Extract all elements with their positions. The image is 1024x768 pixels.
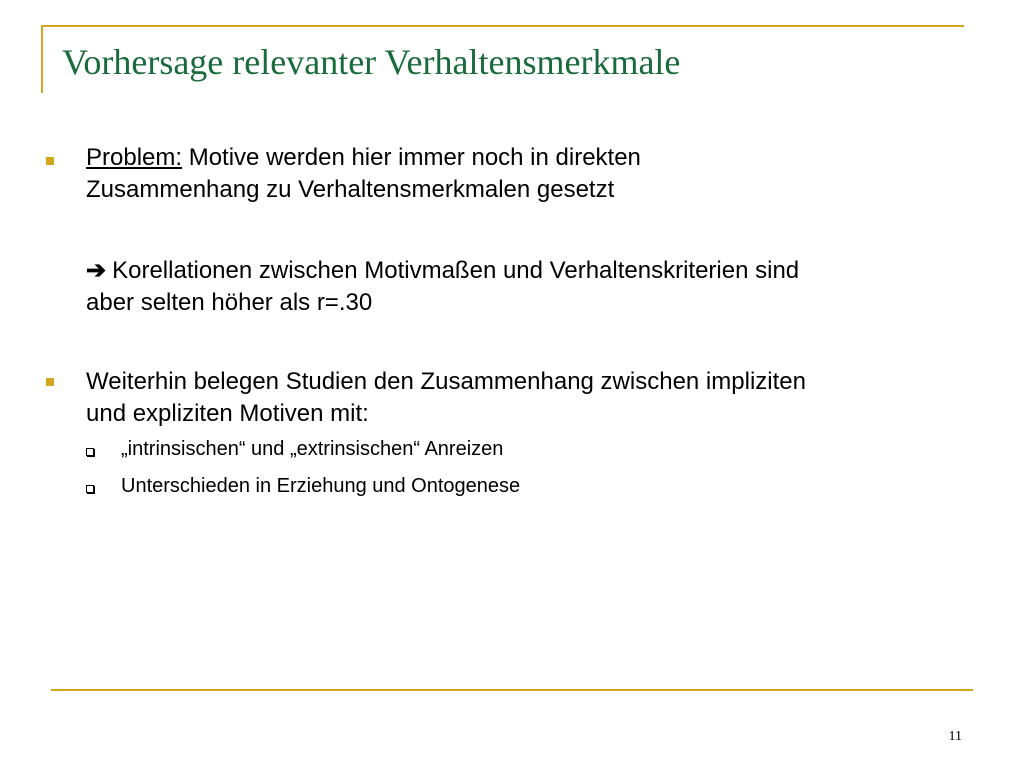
bullet-studies bbox=[86, 366, 806, 430]
sub-bullet-square-icon bbox=[86, 448, 94, 456]
bullet-problem bbox=[86, 142, 641, 206]
bullet-square-icon bbox=[46, 378, 54, 386]
bullet-studies-line1: Weiterhin belegen Studien den Zusammenhang zwischen impliziten bbox=[86, 368, 806, 395]
arrow-paragraph-line2: aber selten höher als r=.30 bbox=[86, 289, 373, 316]
bullet-problem-line2: Zusammenhang zu Verhaltensmerkmalen gesetzt bbox=[86, 176, 615, 203]
page-number: 11 bbox=[948, 729, 962, 744]
problem-label: Problem: bbox=[86, 144, 183, 171]
problem-text: Motive werden hier immer noch in direkten bbox=[182, 144, 641, 171]
arrow-right-icon: ➔ bbox=[86, 257, 107, 284]
slide-title: Vorhersage relevanter Verhaltensmerkmale bbox=[62, 42, 681, 82]
title-frame-left-line bbox=[41, 25, 43, 93]
bullet-problem-line1 bbox=[86, 142, 641, 174]
arrow-paragraph bbox=[86, 255, 799, 319]
arrow-paragraph-line1 bbox=[86, 255, 799, 287]
bullet-studies-line2: und expliziten Motiven mit: bbox=[86, 400, 369, 427]
sub-item: Unterschieden in Erziehung und Ontogenese bbox=[121, 475, 521, 497]
sub-item: „intrinsischen“ und „extrinsischen“ Anreizen bbox=[121, 438, 504, 460]
footer-line bbox=[51, 689, 973, 691]
arrow-paragraph-text: Korellationen zwischen Motivmaßen und Verhaltenskriterien sind bbox=[112, 257, 800, 284]
bullet-square-icon bbox=[46, 157, 54, 165]
title-frame-top-line bbox=[41, 25, 964, 27]
sub-bullet-square-icon bbox=[86, 485, 94, 493]
